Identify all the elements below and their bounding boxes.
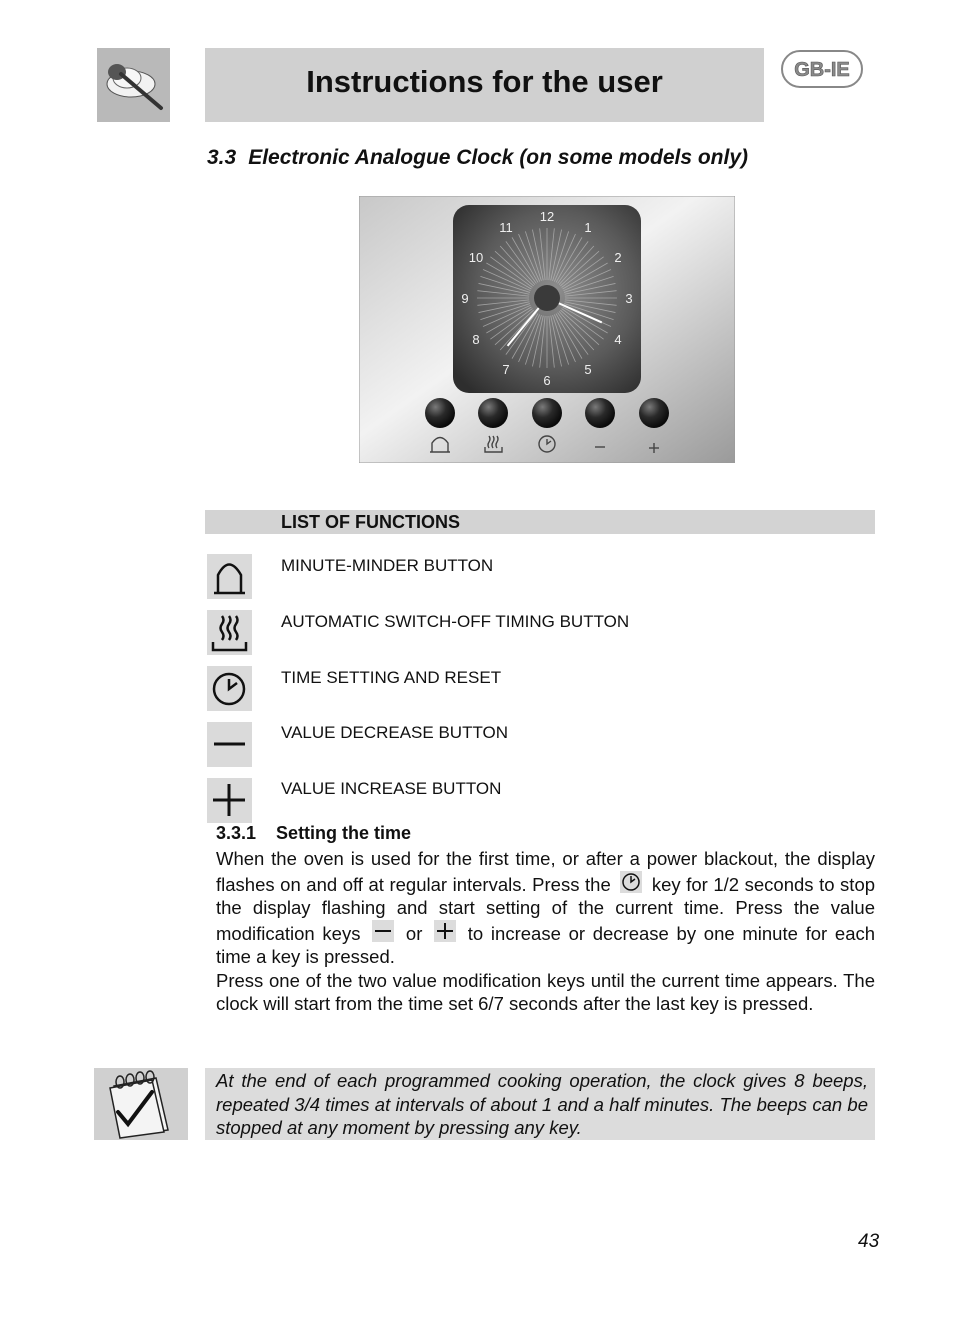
setting-time-paragraph [216, 847, 875, 1016]
function-label: MINUTE-MINDER BUTTON [281, 556, 494, 575]
section-number: 3.3 [207, 146, 237, 169]
minus-icon [372, 920, 394, 942]
plus-icon [434, 920, 456, 942]
dial-number: 11 [499, 219, 513, 235]
clock-icon [207, 666, 252, 711]
value-decrease-button-icon [207, 722, 252, 767]
paragraph-text: to increase or decrease by one minute for each time a key is pressed. [216, 922, 876, 967]
value-increase-button-icon [207, 778, 252, 823]
dial-number: 8 [472, 332, 480, 347]
dial-number: 4 [614, 332, 622, 347]
page-title: Instructions for the user [306, 64, 663, 99]
subsection-title: Setting the time [276, 823, 412, 843]
note-box [205, 1068, 875, 1140]
plus-icon [207, 778, 252, 823]
time-setting-button-icon [207, 666, 252, 711]
chef-spoon-icon [97, 48, 170, 122]
subsection-heading [216, 823, 411, 844]
paragraph-text: When the oven is used for the first time, or after a power blackout, the display flashes on and off at regular intervals. Press the [216, 848, 875, 895]
function-label: VALUE DECREASE BUTTON [281, 723, 509, 742]
function-label: TIME SETTING AND RESET [281, 668, 502, 687]
switch-off-timing-button-icon [207, 610, 252, 655]
minute-minder-button-icon [207, 554, 252, 599]
dial-number: 12 [539, 209, 555, 224]
clock-icon [620, 871, 642, 893]
notepad-check-icon [94, 1068, 188, 1140]
section-title [207, 146, 748, 170]
bell-icon [207, 554, 252, 599]
section-title-text: Electronic Analogue Clock (on some models only) [248, 146, 749, 169]
dial-number: 3 [625, 291, 633, 306]
clock-center-hub [534, 285, 560, 311]
country-code: GB-IE [794, 59, 850, 81]
header-bar [205, 48, 764, 122]
dial-number: 7 [502, 362, 510, 378]
dial-number: 5 [584, 362, 592, 378]
switch-off-timing-knob[interactable] [478, 398, 508, 428]
paragraph-text: Press one of the two value modification keys until the current time appears. The clock will start from the time set 6/7 seconds after the last key is pressed. [216, 969, 875, 1014]
paragraph-text: or [405, 922, 423, 944]
subsection-number: 3.3.1 [216, 823, 257, 843]
country-badge [780, 49, 864, 89]
functions-list-header [205, 510, 875, 534]
dial-number: 1 [584, 219, 592, 235]
value-increase-knob[interactable] [639, 398, 669, 428]
time-setting-knob[interactable] [532, 398, 562, 428]
functions-list-title: LIST OF FUNCTIONS [281, 512, 460, 532]
dial-number: 6 [543, 373, 551, 388]
paragraph-text: key for 1/2 seconds to stop the display flashing and start setting of the current time. Press the value modification keys [216, 873, 876, 944]
oven-heat-icon [207, 610, 252, 655]
minute-minder-knob[interactable] [425, 398, 455, 428]
note-text: At the end of each programmed cooking operation, the clock gives 8 beeps, repeated 3/4 times at intervals of about 1 and a half minutes. The beeps can be stopped at any moment by pressing any key. [216, 1070, 868, 1138]
logo [97, 48, 170, 122]
function-label: VALUE INCREASE BUTTON [281, 779, 502, 798]
dial-number: 9 [461, 291, 469, 306]
dial-number: 2 [614, 250, 622, 265]
clock-panel-illustration [359, 196, 735, 463]
minus-icon [207, 722, 252, 767]
page-number: 43 [858, 1231, 880, 1252]
note-icon-box [94, 1068, 188, 1140]
value-decrease-knob[interactable] [585, 398, 615, 428]
dial-number: 10 [468, 250, 484, 265]
function-label: AUTOMATIC SWITCH-OFF TIMING BUTTON [281, 612, 630, 631]
